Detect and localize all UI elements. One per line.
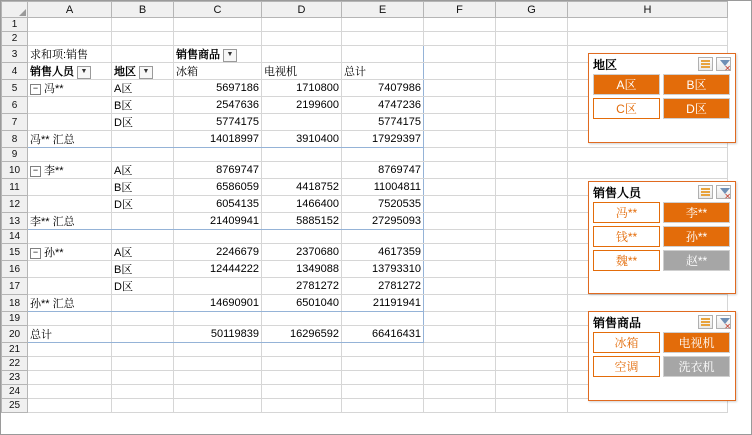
- cell-C13[interactable]: 21409941: [174, 213, 262, 230]
- cell-D2[interactable]: [262, 32, 342, 46]
- cell-E20[interactable]: 66416431: [342, 326, 424, 343]
- cell-F3[interactable]: [424, 46, 496, 63]
- cell-E13[interactable]: 27295093: [342, 213, 424, 230]
- cell-A3[interactable]: 求和项:销售: [28, 46, 112, 63]
- cell-D15[interactable]: 2370680: [262, 244, 342, 261]
- cell-D22[interactable]: [262, 357, 342, 371]
- cell-G17[interactable]: [496, 278, 568, 295]
- cell-E4[interactable]: 总计: [342, 63, 424, 80]
- row-header-21[interactable]: 21: [2, 343, 28, 357]
- table-row: [2, 162, 728, 179]
- table-row: [2, 148, 728, 162]
- cell-G2[interactable]: [496, 32, 568, 46]
- clear-filter-icon[interactable]: [716, 315, 731, 329]
- cell-E8[interactable]: 17929397: [342, 131, 424, 148]
- cell-G8[interactable]: [496, 131, 568, 148]
- cell-B22[interactable]: [112, 357, 174, 371]
- row-header-25[interactable]: 25: [2, 399, 28, 413]
- cell-G18[interactable]: [496, 295, 568, 312]
- cell-A15[interactable]: [28, 244, 112, 261]
- row-header-18[interactable]: 18: [2, 295, 28, 312]
- cell-D14[interactable]: [262, 230, 342, 244]
- cell-A16[interactable]: [28, 261, 112, 278]
- cell-G19[interactable]: [496, 312, 568, 326]
- cell-F2[interactable]: [424, 32, 496, 46]
- cell-B16-label: B区: [114, 264, 133, 276]
- cell-F9[interactable]: [424, 148, 496, 162]
- cell-C19[interactable]: [174, 312, 262, 326]
- cell-E2[interactable]: [342, 32, 424, 46]
- cell-D4[interactable]: 电视机: [262, 63, 342, 80]
- row-header-23[interactable]: 23: [2, 371, 28, 385]
- cell-B23[interactable]: [112, 371, 174, 385]
- cell-G5[interactable]: [496, 80, 568, 97]
- cell-C9[interactable]: [174, 148, 262, 162]
- cell-D19[interactable]: [262, 312, 342, 326]
- cell-A23[interactable]: [28, 371, 112, 385]
- row-header-11[interactable]: 11: [2, 179, 28, 196]
- cell-A19[interactable]: [28, 312, 112, 326]
- cell-G13[interactable]: [496, 213, 568, 230]
- slicer-item-region-a[interactable]: A区: [593, 74, 660, 95]
- row-header-4[interactable]: 4: [2, 63, 28, 80]
- cell-B12-label: D区: [114, 199, 133, 211]
- cell-A4-label: 销售人员: [30, 66, 74, 78]
- cell-F20[interactable]: [424, 326, 496, 343]
- cell-A5-label: 冯**: [44, 83, 64, 95]
- cell-E11[interactable]: 11004811: [342, 179, 424, 196]
- cell-E24[interactable]: [342, 385, 424, 399]
- table-row: [2, 18, 728, 32]
- cell-D8[interactable]: 3910400: [262, 131, 342, 148]
- cell-B8[interactable]: [112, 131, 174, 148]
- cell-D11[interactable]: 4418752: [262, 179, 342, 196]
- cell-H2[interactable]: [568, 32, 728, 46]
- cell-G24[interactable]: [496, 385, 568, 399]
- cell-H18[interactable]: [568, 295, 728, 312]
- column-header-C[interactable]: C: [174, 2, 262, 18]
- slicer-item-salesperson-li[interactable]: 李**: [663, 202, 730, 223]
- cell-G23[interactable]: [496, 371, 568, 385]
- cell-B15-label: A区: [114, 247, 133, 259]
- cell-B1[interactable]: [112, 18, 174, 32]
- row-header-6[interactable]: 6: [2, 97, 28, 114]
- cell-B17-label: D区: [114, 281, 133, 293]
- cell-B7[interactable]: [112, 114, 174, 131]
- column-header-H[interactable]: H: [568, 2, 728, 18]
- multiselect-icon[interactable]: [698, 57, 713, 71]
- cell-E5[interactable]: 7407986: [342, 80, 424, 97]
- cell-A10-label: 李**: [44, 165, 64, 177]
- cell-B18[interactable]: [112, 295, 174, 312]
- cell-B14[interactable]: [112, 230, 174, 244]
- collapse-icon[interactable]: −: [30, 84, 41, 95]
- row-header-13[interactable]: 13: [2, 213, 28, 230]
- cell-F18[interactable]: [424, 295, 496, 312]
- cell-G25[interactable]: [496, 399, 568, 413]
- cell-D7[interactable]: [262, 114, 342, 131]
- cell-A1[interactable]: [28, 18, 112, 32]
- column-header-D[interactable]: D: [262, 2, 342, 18]
- cell-C16[interactable]: 12444222: [174, 261, 262, 278]
- cell-A12[interactable]: [28, 196, 112, 213]
- cell-B15[interactable]: [112, 244, 174, 261]
- cell-C18[interactable]: 14690901: [174, 295, 262, 312]
- cell-G9[interactable]: [496, 148, 568, 162]
- cell-D1[interactable]: [262, 18, 342, 32]
- cell-E7[interactable]: 5774175: [342, 114, 424, 131]
- cell-E16[interactable]: 13793310: [342, 261, 424, 278]
- row-header-24[interactable]: 24: [2, 385, 28, 399]
- slicer-region-title: 地区: [593, 57, 618, 72]
- column-header-E[interactable]: E: [342, 2, 424, 18]
- cell-D6[interactable]: 2199600: [262, 97, 342, 114]
- cell-A18[interactable]: 孙** 汇总: [28, 295, 112, 312]
- cell-B25[interactable]: [112, 399, 174, 413]
- cell-F15[interactable]: [424, 244, 496, 261]
- cell-B10[interactable]: [112, 162, 174, 179]
- cell-D13[interactable]: 5885152: [262, 213, 342, 230]
- cell-E22[interactable]: [342, 357, 424, 371]
- cell-H9[interactable]: [568, 148, 728, 162]
- cell-C10[interactable]: 8769747: [174, 162, 262, 179]
- multiselect-icon[interactable]: [698, 185, 713, 199]
- cell-D3[interactable]: [262, 46, 342, 63]
- slicer-item-region-d[interactable]: D区: [663, 98, 730, 119]
- slicer-item-region-b[interactable]: B区: [663, 74, 730, 95]
- cell-C2[interactable]: [174, 32, 262, 46]
- cell-C17[interactable]: [174, 278, 262, 295]
- cell-A17[interactable]: [28, 278, 112, 295]
- cell-A6[interactable]: [28, 97, 112, 114]
- slicer-item-product-washer[interactable]: 洗衣机: [663, 356, 730, 377]
- cell-A14[interactable]: [28, 230, 112, 244]
- row-header-1[interactable]: 1: [2, 18, 28, 32]
- select-all-corner[interactable]: [2, 2, 28, 18]
- cell-C14[interactable]: [174, 230, 262, 244]
- filter-button-region[interactable]: ▼: [139, 66, 153, 79]
- cell-C3[interactable]: [174, 46, 262, 63]
- cell-E15[interactable]: 4617359: [342, 244, 424, 261]
- cell-G3[interactable]: [496, 46, 568, 63]
- row-header-14[interactable]: 14: [2, 230, 28, 244]
- column-header-A[interactable]: A: [28, 2, 112, 18]
- cell-F13[interactable]: [424, 213, 496, 230]
- cell-F23[interactable]: [424, 371, 496, 385]
- cell-C1[interactable]: [174, 18, 262, 32]
- cell-B12[interactable]: [112, 196, 174, 213]
- column-header-B[interactable]: B: [112, 2, 174, 18]
- cell-C5[interactable]: 5697186: [174, 80, 262, 97]
- cell-E6[interactable]: 4747236: [342, 97, 424, 114]
- row-header-19[interactable]: 19: [2, 312, 28, 326]
- row-header-7[interactable]: 7: [2, 114, 28, 131]
- cell-G12[interactable]: [496, 196, 568, 213]
- cell-D16[interactable]: 1349088: [262, 261, 342, 278]
- slicer-salesperson[interactable]: [588, 181, 736, 294]
- cell-C24[interactable]: [174, 385, 262, 399]
- slicer-product-header: [589, 312, 735, 332]
- clear-filter-icon[interactable]: [716, 185, 731, 199]
- cell-F14[interactable]: [424, 230, 496, 244]
- cell-A25[interactable]: [28, 399, 112, 413]
- cell-B11[interactable]: [112, 179, 174, 196]
- column-header-G[interactable]: G: [496, 2, 568, 18]
- slicer-item-salesperson-wei[interactable]: 魏**: [593, 250, 660, 271]
- cell-A5[interactable]: [28, 80, 112, 97]
- cell-F8[interactable]: [424, 131, 496, 148]
- cell-F12[interactable]: [424, 196, 496, 213]
- row-header-12[interactable]: 12: [2, 196, 28, 213]
- slicer-item-salesperson-zhao[interactable]: 赵**: [663, 250, 730, 271]
- cell-G4[interactable]: [496, 63, 568, 80]
- slicer-item-salesperson-sun[interactable]: 孙**: [663, 226, 730, 247]
- cell-G16[interactable]: [496, 261, 568, 278]
- filter-button-salesperson[interactable]: ▼: [77, 66, 91, 79]
- cell-C22[interactable]: [174, 357, 262, 371]
- cell-D21[interactable]: [262, 343, 342, 357]
- cell-A7[interactable]: [28, 114, 112, 131]
- slicer-item-product-fridge[interactable]: 冰箱: [593, 332, 660, 353]
- cell-E19[interactable]: [342, 312, 424, 326]
- cell-B13[interactable]: [112, 213, 174, 230]
- cell-C6[interactable]: 2547636: [174, 97, 262, 114]
- cell-B4-label: 地区: [114, 66, 136, 78]
- cell-A9[interactable]: [28, 148, 112, 162]
- cell-E10[interactable]: 8769747: [342, 162, 424, 179]
- cell-C25[interactable]: [174, 399, 262, 413]
- cell-E1[interactable]: [342, 18, 424, 32]
- row-header-20[interactable]: 20: [2, 326, 28, 343]
- cell-F17[interactable]: [424, 278, 496, 295]
- cell-D25[interactable]: [262, 399, 342, 413]
- slicer-region[interactable]: [588, 53, 736, 143]
- cell-E14[interactable]: [342, 230, 424, 244]
- slicer-item-region-c[interactable]: C区: [593, 98, 660, 119]
- cell-F11[interactable]: [424, 179, 496, 196]
- cell-F4[interactable]: [424, 63, 496, 80]
- cell-C4[interactable]: 冰箱: [174, 63, 262, 80]
- cell-D9[interactable]: [262, 148, 342, 162]
- column-header-F[interactable]: F: [424, 2, 496, 18]
- cell-C8[interactable]: 14018997: [174, 131, 262, 148]
- row-header-8[interactable]: 8: [2, 131, 28, 148]
- cell-B2[interactable]: [112, 32, 174, 46]
- cell-F19[interactable]: [424, 312, 496, 326]
- cell-E25[interactable]: [342, 399, 424, 413]
- cell-D18[interactable]: 6501040: [262, 295, 342, 312]
- cell-H10[interactable]: [568, 162, 728, 179]
- cell-E3[interactable]: [342, 46, 424, 63]
- cell-G1[interactable]: [496, 18, 568, 32]
- slicer-region-items: [589, 74, 735, 123]
- cell-D20[interactable]: 16296592: [262, 326, 342, 343]
- cell-G7[interactable]: [496, 114, 568, 131]
- cell-B4[interactable]: [112, 63, 174, 80]
- cell-F24[interactable]: [424, 385, 496, 399]
- cell-B5-label: A区: [114, 83, 133, 95]
- slicer-product-title: 销售商品: [593, 315, 642, 330]
- cell-D12[interactable]: 1466400: [262, 196, 342, 213]
- cell-C23[interactable]: [174, 371, 262, 385]
- cell-A8[interactable]: 冯** 汇总: [28, 131, 112, 148]
- cell-A20[interactable]: 总计: [28, 326, 112, 343]
- row-header-9[interactable]: 9: [2, 148, 28, 162]
- cell-E17[interactable]: 2781272: [342, 278, 424, 295]
- filter-button-product[interactable]: ▼: [223, 49, 237, 62]
- cell-G21[interactable]: [496, 343, 568, 357]
- cell-B3[interactable]: [112, 46, 174, 63]
- cell-B7-label: D区: [114, 117, 133, 129]
- cell-F22[interactable]: [424, 357, 496, 371]
- cell-B21[interactable]: [112, 343, 174, 357]
- cell-B9[interactable]: [112, 148, 174, 162]
- cell-A10[interactable]: [28, 162, 112, 179]
- cell-D17[interactable]: 2781272: [262, 278, 342, 295]
- cell-C7[interactable]: 5774175: [174, 114, 262, 131]
- multiselect-icon[interactable]: [698, 315, 713, 329]
- slicer-product[interactable]: [588, 311, 736, 401]
- cell-A15-label: 孙**: [44, 247, 64, 259]
- cell-C12[interactable]: 6054135: [174, 196, 262, 213]
- cell-A13[interactable]: 李** 汇总: [28, 213, 112, 230]
- table-row: [2, 295, 728, 312]
- cell-G15[interactable]: [496, 244, 568, 261]
- cell-B5[interactable]: [112, 80, 174, 97]
- cell-B16[interactable]: [112, 261, 174, 278]
- slicer-salesperson-header: [589, 182, 735, 202]
- row-header-17[interactable]: 17: [2, 278, 28, 295]
- column-header-row: [2, 2, 728, 18]
- cell-E12[interactable]: 7520535: [342, 196, 424, 213]
- cell-A11[interactable]: [28, 179, 112, 196]
- row-header-16[interactable]: 16: [2, 261, 28, 278]
- cell-F25[interactable]: [424, 399, 496, 413]
- clear-filter-icon[interactable]: [716, 57, 731, 71]
- table-row: [2, 32, 728, 46]
- cell-G10[interactable]: [496, 162, 568, 179]
- slicer-product-items: [589, 332, 735, 381]
- collapse-icon[interactable]: −: [30, 166, 41, 177]
- cell-H1[interactable]: [568, 18, 728, 32]
- collapse-icon[interactable]: −: [30, 248, 41, 259]
- row-header-10[interactable]: 10: [2, 162, 28, 179]
- cell-E18[interactable]: 21191941: [342, 295, 424, 312]
- cell-B11-label: B区: [114, 182, 133, 194]
- cell-E21[interactable]: [342, 343, 424, 357]
- slicer-item-product-tv[interactable]: 电视机: [663, 332, 730, 353]
- row-header-2[interactable]: 2: [2, 32, 28, 46]
- cell-C3-label: 销售商品: [176, 49, 220, 61]
- cell-F16[interactable]: [424, 261, 496, 278]
- cell-A24[interactable]: [28, 385, 112, 399]
- cell-G11[interactable]: [496, 179, 568, 196]
- cell-B6-label: B区: [114, 100, 133, 112]
- cell-F6[interactable]: [424, 97, 496, 114]
- cell-D23[interactable]: [262, 371, 342, 385]
- row-header-3[interactable]: 3: [2, 46, 28, 63]
- cell-G22[interactable]: [496, 357, 568, 371]
- cell-C20[interactable]: 50119839: [174, 326, 262, 343]
- cell-D10[interactable]: [262, 162, 342, 179]
- cell-D24[interactable]: [262, 385, 342, 399]
- cell-A22[interactable]: [28, 357, 112, 371]
- corner-triangle-icon: [19, 9, 26, 16]
- cell-F5[interactable]: [424, 80, 496, 97]
- cell-A21[interactable]: [28, 343, 112, 357]
- cell-E23[interactable]: [342, 371, 424, 385]
- cell-F1[interactable]: [424, 18, 496, 32]
- row-header-5[interactable]: 5: [2, 80, 28, 97]
- slicer-item-salesperson-qian[interactable]: 钱**: [593, 226, 660, 247]
- cell-G6[interactable]: [496, 97, 568, 114]
- slicer-item-salesperson-feng[interactable]: 冯**: [593, 202, 660, 223]
- cell-G14[interactable]: [496, 230, 568, 244]
- cell-E9[interactable]: [342, 148, 424, 162]
- cell-B24[interactable]: [112, 385, 174, 399]
- cell-B10-label: A区: [114, 165, 133, 177]
- cell-B17[interactable]: [112, 278, 174, 295]
- cell-B19[interactable]: [112, 312, 174, 326]
- cell-C15[interactable]: 2246679: [174, 244, 262, 261]
- cell-A4[interactable]: [28, 63, 112, 80]
- cell-C11[interactable]: 6586059: [174, 179, 262, 196]
- cell-C21[interactable]: [174, 343, 262, 357]
- slicer-region-header: [589, 54, 735, 74]
- cell-F7[interactable]: [424, 114, 496, 131]
- cell-F10[interactable]: [424, 162, 496, 179]
- slicer-salesperson-items: [589, 202, 735, 275]
- cell-A2[interactable]: [28, 32, 112, 46]
- row-header-15[interactable]: 15: [2, 244, 28, 261]
- cell-F21[interactable]: [424, 343, 496, 357]
- row-header-22[interactable]: 22: [2, 357, 28, 371]
- cell-B6[interactable]: [112, 97, 174, 114]
- cell-D5[interactable]: 1710800: [262, 80, 342, 97]
- cell-G20[interactable]: [496, 326, 568, 343]
- slicer-salesperson-title: 销售人员: [593, 185, 642, 200]
- slicer-item-product-ac[interactable]: 空调: [593, 356, 660, 377]
- cell-B20[interactable]: [112, 326, 174, 343]
